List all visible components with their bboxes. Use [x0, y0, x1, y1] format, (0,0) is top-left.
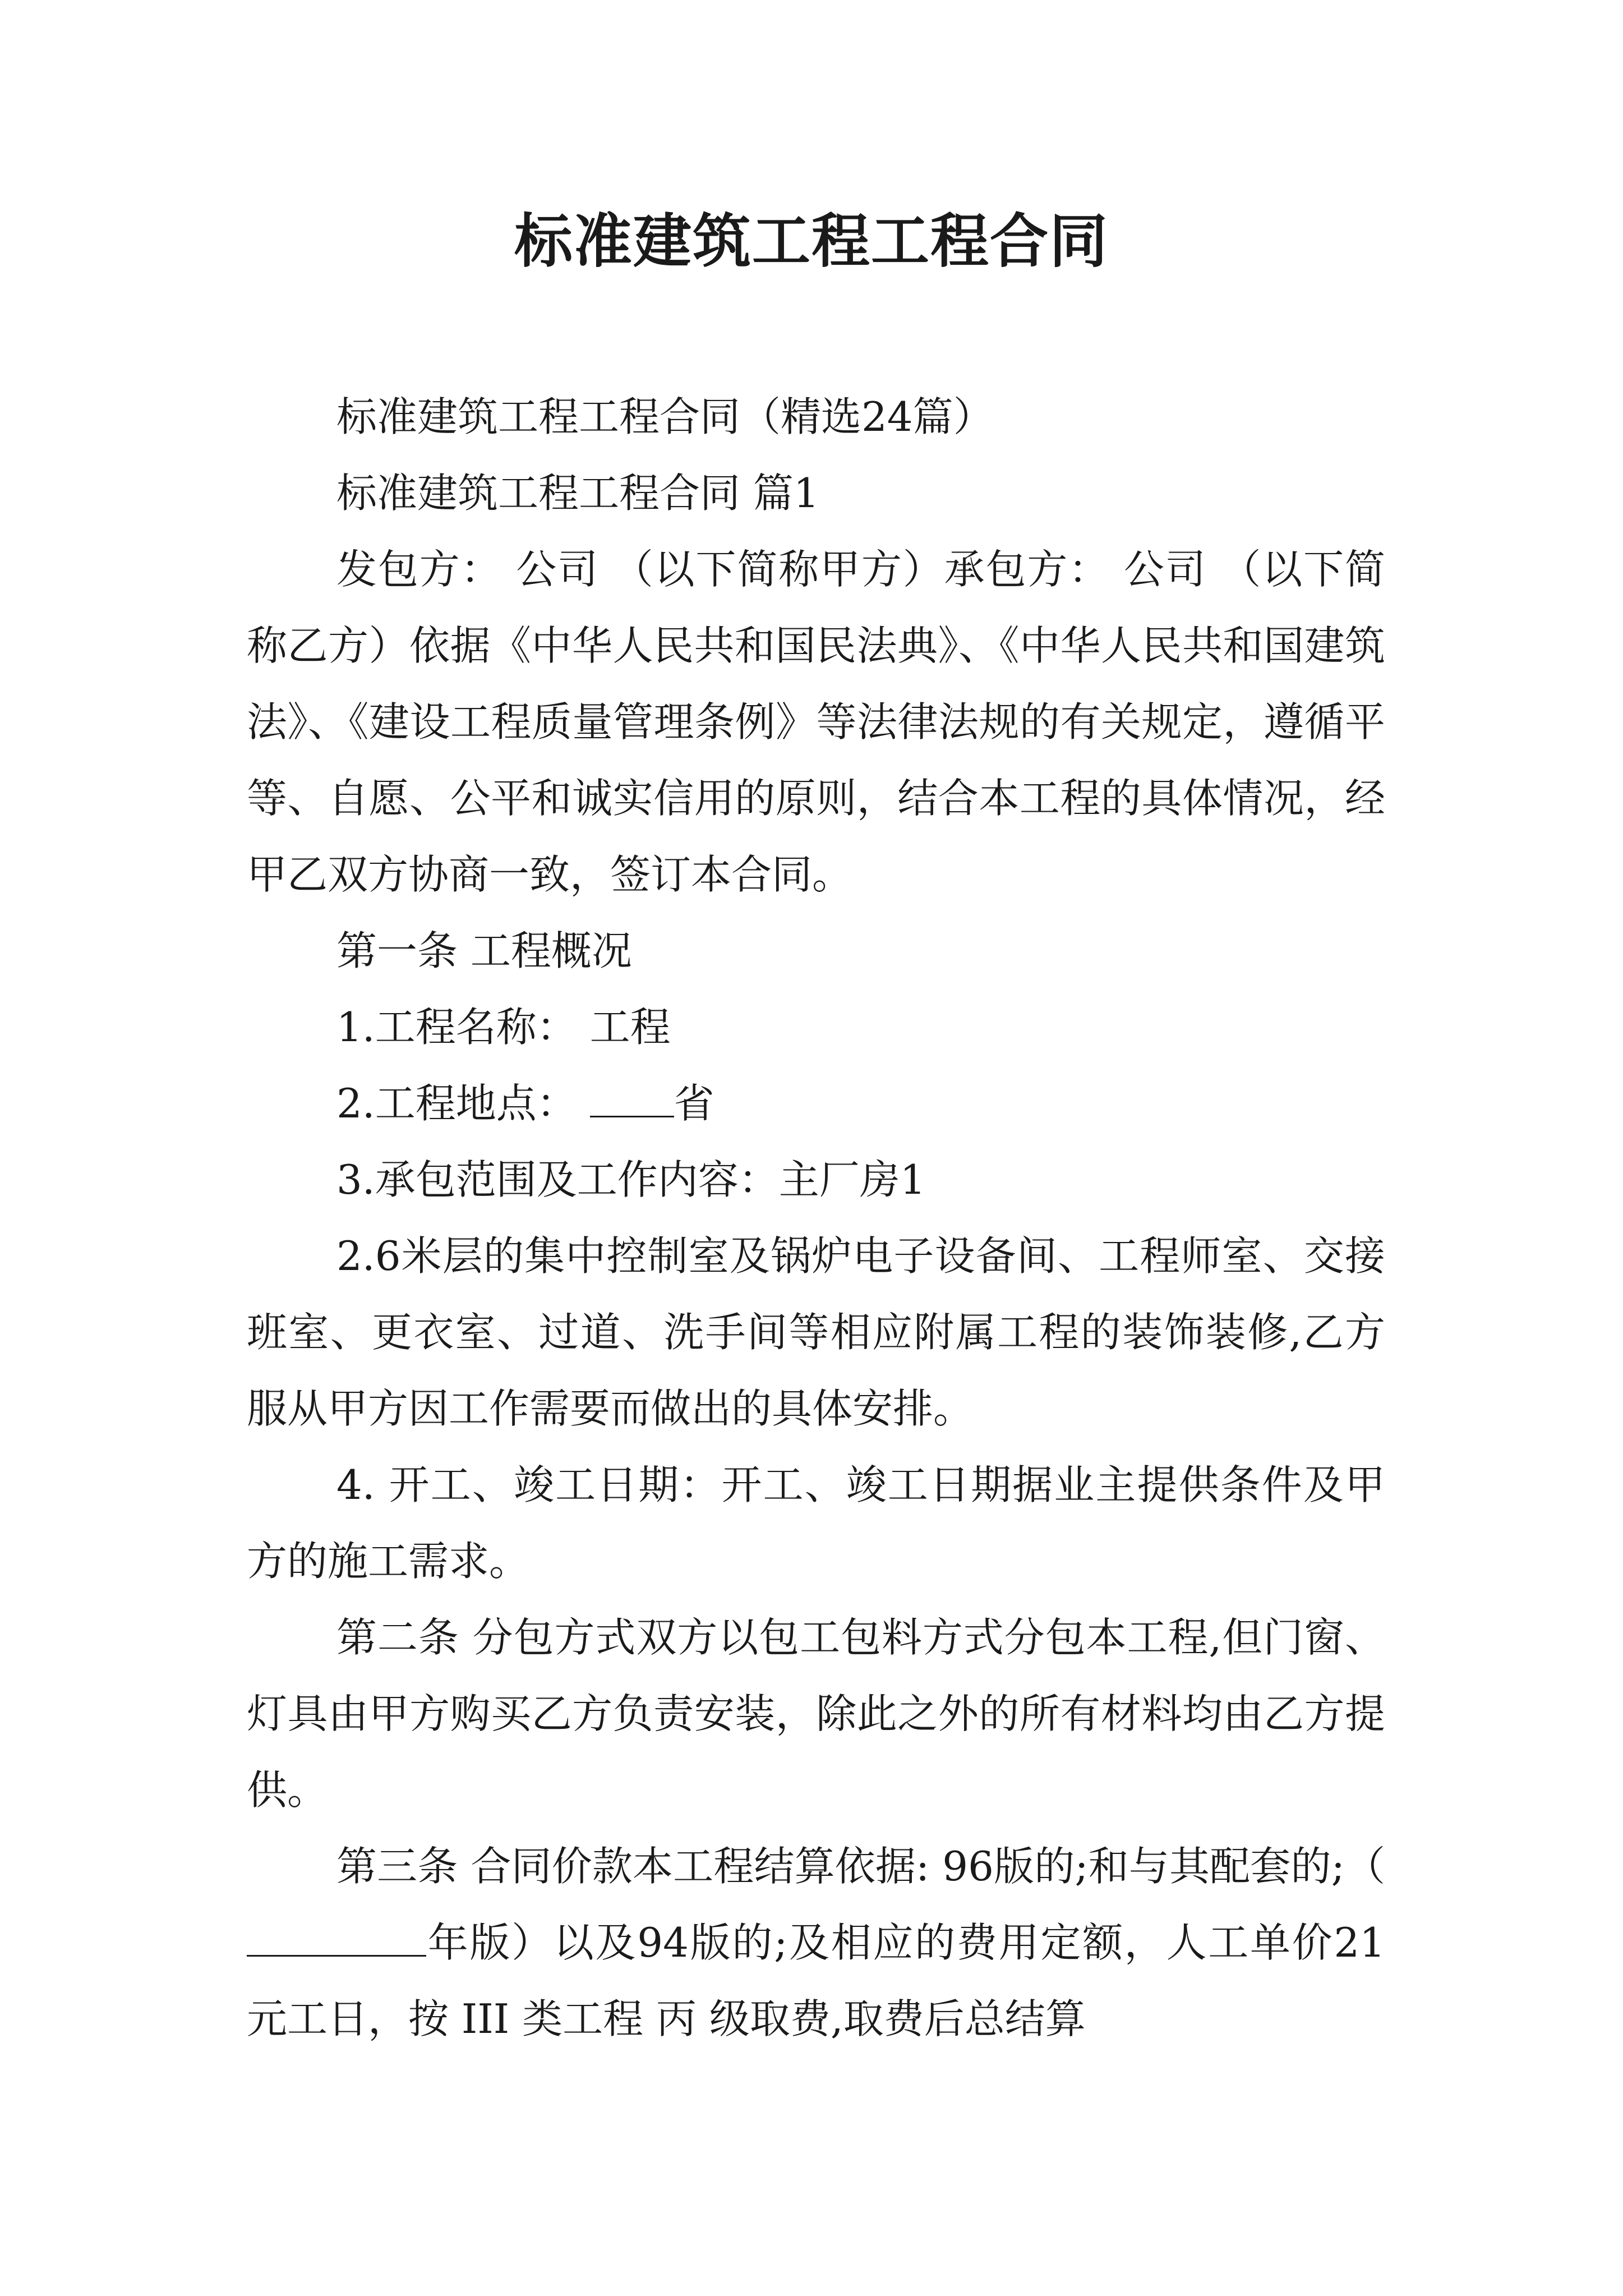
paragraph-article-2: 第二条 分包方式双方以包工包料方式分包本工程,但门窗、灯具由甲方购买乙方负责安装，除此之外的所有材料均由乙方提供。 [247, 1614, 1385, 1814]
blank-line [247, 1921, 426, 1957]
paragraph-article-3 [247, 1828, 1385, 2057]
paragraph-scope-detail: 2.6米层的集中控制室及锅炉电子设备间、工程师室、交接班室、更衣室、过道、洗手间等相应附属工程的装饰装修,乙方服从甲方因工作需要而做出的具体安排。 [247, 1232, 1385, 1432]
paragraph-subtitle: 标准建筑工程工程合同（精选24篇） [336, 393, 994, 440]
paragraph-dates: 4. 开工、竣工日期：开工、竣工日期据业主提供条件及甲方的施工需求。 [247, 1461, 1385, 1585]
paragraph-project-location [247, 1065, 1385, 1142]
paragraph-scope: 3.承包范围及工作内容：主厂房1 [336, 1156, 926, 1203]
article-3-part-1: 第三条 合同价款本工程结算依据: 96版的;和与其配套的;（ [336, 1843, 1385, 1890]
paragraph-project-name: 1.工程名称： 工程 [336, 1004, 671, 1051]
article-3-part-2: 年版）以及94版的;及相应的费用定额，人工单价21元工日，按 III 类工程 丙 级取费,取费后总结算 [247, 1919, 1385, 2042]
project-location-suffix: 省 [674, 1080, 714, 1127]
blank-line [590, 1082, 674, 1117]
document-body [247, 379, 1385, 2057]
paragraph-section-heading: 标准建筑工程工程合同 篇1 [336, 470, 819, 517]
paragraph-article-1-heading: 第一条 工程概况 [336, 927, 632, 974]
paragraph-parties: 发包方： 公司 （以下简称甲方）承包方： 公司 （以下简称乙方）依据《中华人民共和国民法典》、《中华人民共和国建筑法》、《建设工程质量管理条例》等法律法规的有关规定，遵循平等、自愿、公平和诚实信用的原则，结合本工程的具体情况，经甲乙双方协商一致，签订本合同。 [247, 546, 1385, 898]
document-title: 标准建筑工程工程合同 [514, 207, 1109, 275]
project-location-label: 2.工程地点： [336, 1080, 590, 1127]
